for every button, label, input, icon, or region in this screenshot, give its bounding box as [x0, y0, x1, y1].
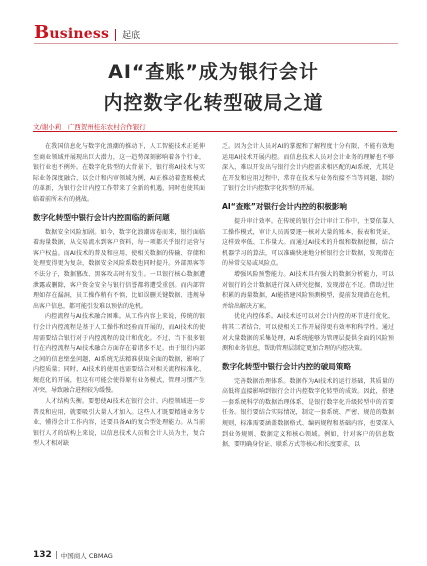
article-title-line1: AI“查账”成为银行会计	[108, 61, 319, 83]
paragraph: 内控流程与AI技术融合困难。从工作内容上来说，传统的银行会计内控流程是基于人工操作和经验而开展的，而AI技术的使用需要结合银行对于内控流程的设计和优化。不过，当下很多银行在内控流程与AI技术融合方面存在着诸多不足。由于银行内部之间的信息壁垒问题，AI系统无法精准获取全面的数据，影响了内控质量；同时，AI技术的使用也需要结合对相关流程标准化、规范化的开展，但这有可能会使得原有业务模式，管理习惯产生冲突，导致融合进程较为缓慢。	[33, 313, 205, 395]
section-label-rest: usiness	[49, 26, 110, 42]
paragraph: 完善数据治理体系。数据作为AI技术的运行基础，其质量的高低将直接影响到银行会计内控数字化转型的成效。因此，搭建一套系统科学的数据治理体系，是银行数字化升级转型中的首要任务。银行要结合实际情况，制定一套系统、严密、规范的数据规则，标准需要涵盖数据格式、编码规程和基础内容，也要深入到业务规则、数据定义和核心领域。例如，针对客户的信息数据，要明确身份证、联系方式等核心和长度要求，以	[222, 377, 394, 449]
paragraph: 数据安全风险加剧。如今，数字化浪潮席卷而来，银行面临着海量数据，从交易流水到客户资料，每一项都关乎银行运营与客户权益。而AI技术的普及和应用，使相关数据的传输、存储和处理变得更为复杂，数据安全风险系数也同时提升。外部黑客等不法分子，数据篡改、黑客攻击时有发生。一旦银行核心数据遭泄露或删除，客户资金安全与银行信誉都将遭受重创。而内部管理如存在漏洞，员工操作稍有不慎，比如误删关键数据、违规导出客户信息，都可能引发难以预估的危机。	[33, 228, 205, 310]
header-divider	[115, 29, 116, 41]
left-column	[33, 142, 205, 450]
paragraph: 乏。因为会计人员对AI的掌握和了解程度十分有限，不能有效地运用AI技术开展内控。而信息技术人员对会计业务的理解也不够深入，难以开发出与银行会计内控需求相匹配的AI系统，尤其是在开发和应用过程中，常存在技术与业务衔接不当等问题，制约了银行会计内控数字化转型的开展。	[222, 143, 394, 193]
paragraph: 增强风险预警能力。AI技术具有强大的数据分析能力，可以对银行的会计数据进行深入研究挖掘，发现潜在不足。借助过往积累的海量数据，AI能搭建风险预测模型，提前发现潜在危机，并给出解决方案。	[222, 270, 394, 310]
paragraph: 人才结构失衡。要想使AI技术在银行会计、内控领域进一步普及和应用，就要吸引大量人才加入。这些人才既要精通业务专业，懂得会计工作内容，还要具备AI的复合型处理能力。从当前银行人才的结构上来说，以信息技术人员和会计人员为主，复合型人才相对缺	[33, 398, 205, 448]
article-title-line2: 内控数字化转型破局之道	[103, 92, 324, 114]
byline: 文/谢小莉 广西贺州桂东农村合作银行	[33, 123, 146, 131]
section-heading: 数字化转型中银行会计内控面临的新问题	[33, 212, 170, 222]
section-initial: B	[34, 22, 50, 43]
footer-divider	[56, 551, 57, 559]
right-column	[222, 142, 394, 451]
byline-rule	[33, 131, 397, 132]
paragraph: 在我国信息化与数字化浪潮的推动下，人工智能技术正延伸至商业领域并展现出巨大潜力，这一趋势深刻影响着各个行业，银行业也不例外。在数字化转型的大背景下，银行将AI技术与实际业务深度融合，以会计和内审领域为例，AI正推动着查账模式的革新，为银行会计内控工作带来了全新的机遇，同时也使其面临着前所未有的挑战。	[33, 143, 205, 203]
section-subtitle: 起底	[122, 31, 141, 41]
paragraph: 提升审计效率。在传统的银行会计审计工作中，主要依靠人工操作模式，审计人员需要逐一核对大量的账本、报表和凭证，这样效率低、工作量大。而通过AI技术的升级和数据挖掘，结合机器学习的算法，可以准确快速地分析银行会计数据，发现潜在的异常交易或风险点。	[222, 217, 394, 268]
section-header	[34, 22, 140, 42]
footer	[33, 550, 113, 560]
header-rule	[34, 43, 398, 44]
paragraph: 优化内控体系。AI技术还可以对会计内控的环节进行优化，将其二者结合，可以使相关工作开展得更有效率和科学性。通过对大量数据的采集处理，AI系统能够为管理层提供全面的风险预测和业务信息，帮助管理层制定更加合理的内控决策。	[222, 313, 394, 353]
section-heading: AI“查账”对银行会计内控的积极影响	[222, 201, 347, 211]
magazine-name: 中国商人 CBMAG	[60, 551, 113, 560]
section-label	[34, 24, 109, 42]
section-heading: 数字化转型中银行会计内控的破局策略	[222, 361, 352, 371]
page-number: 132	[33, 550, 52, 560]
